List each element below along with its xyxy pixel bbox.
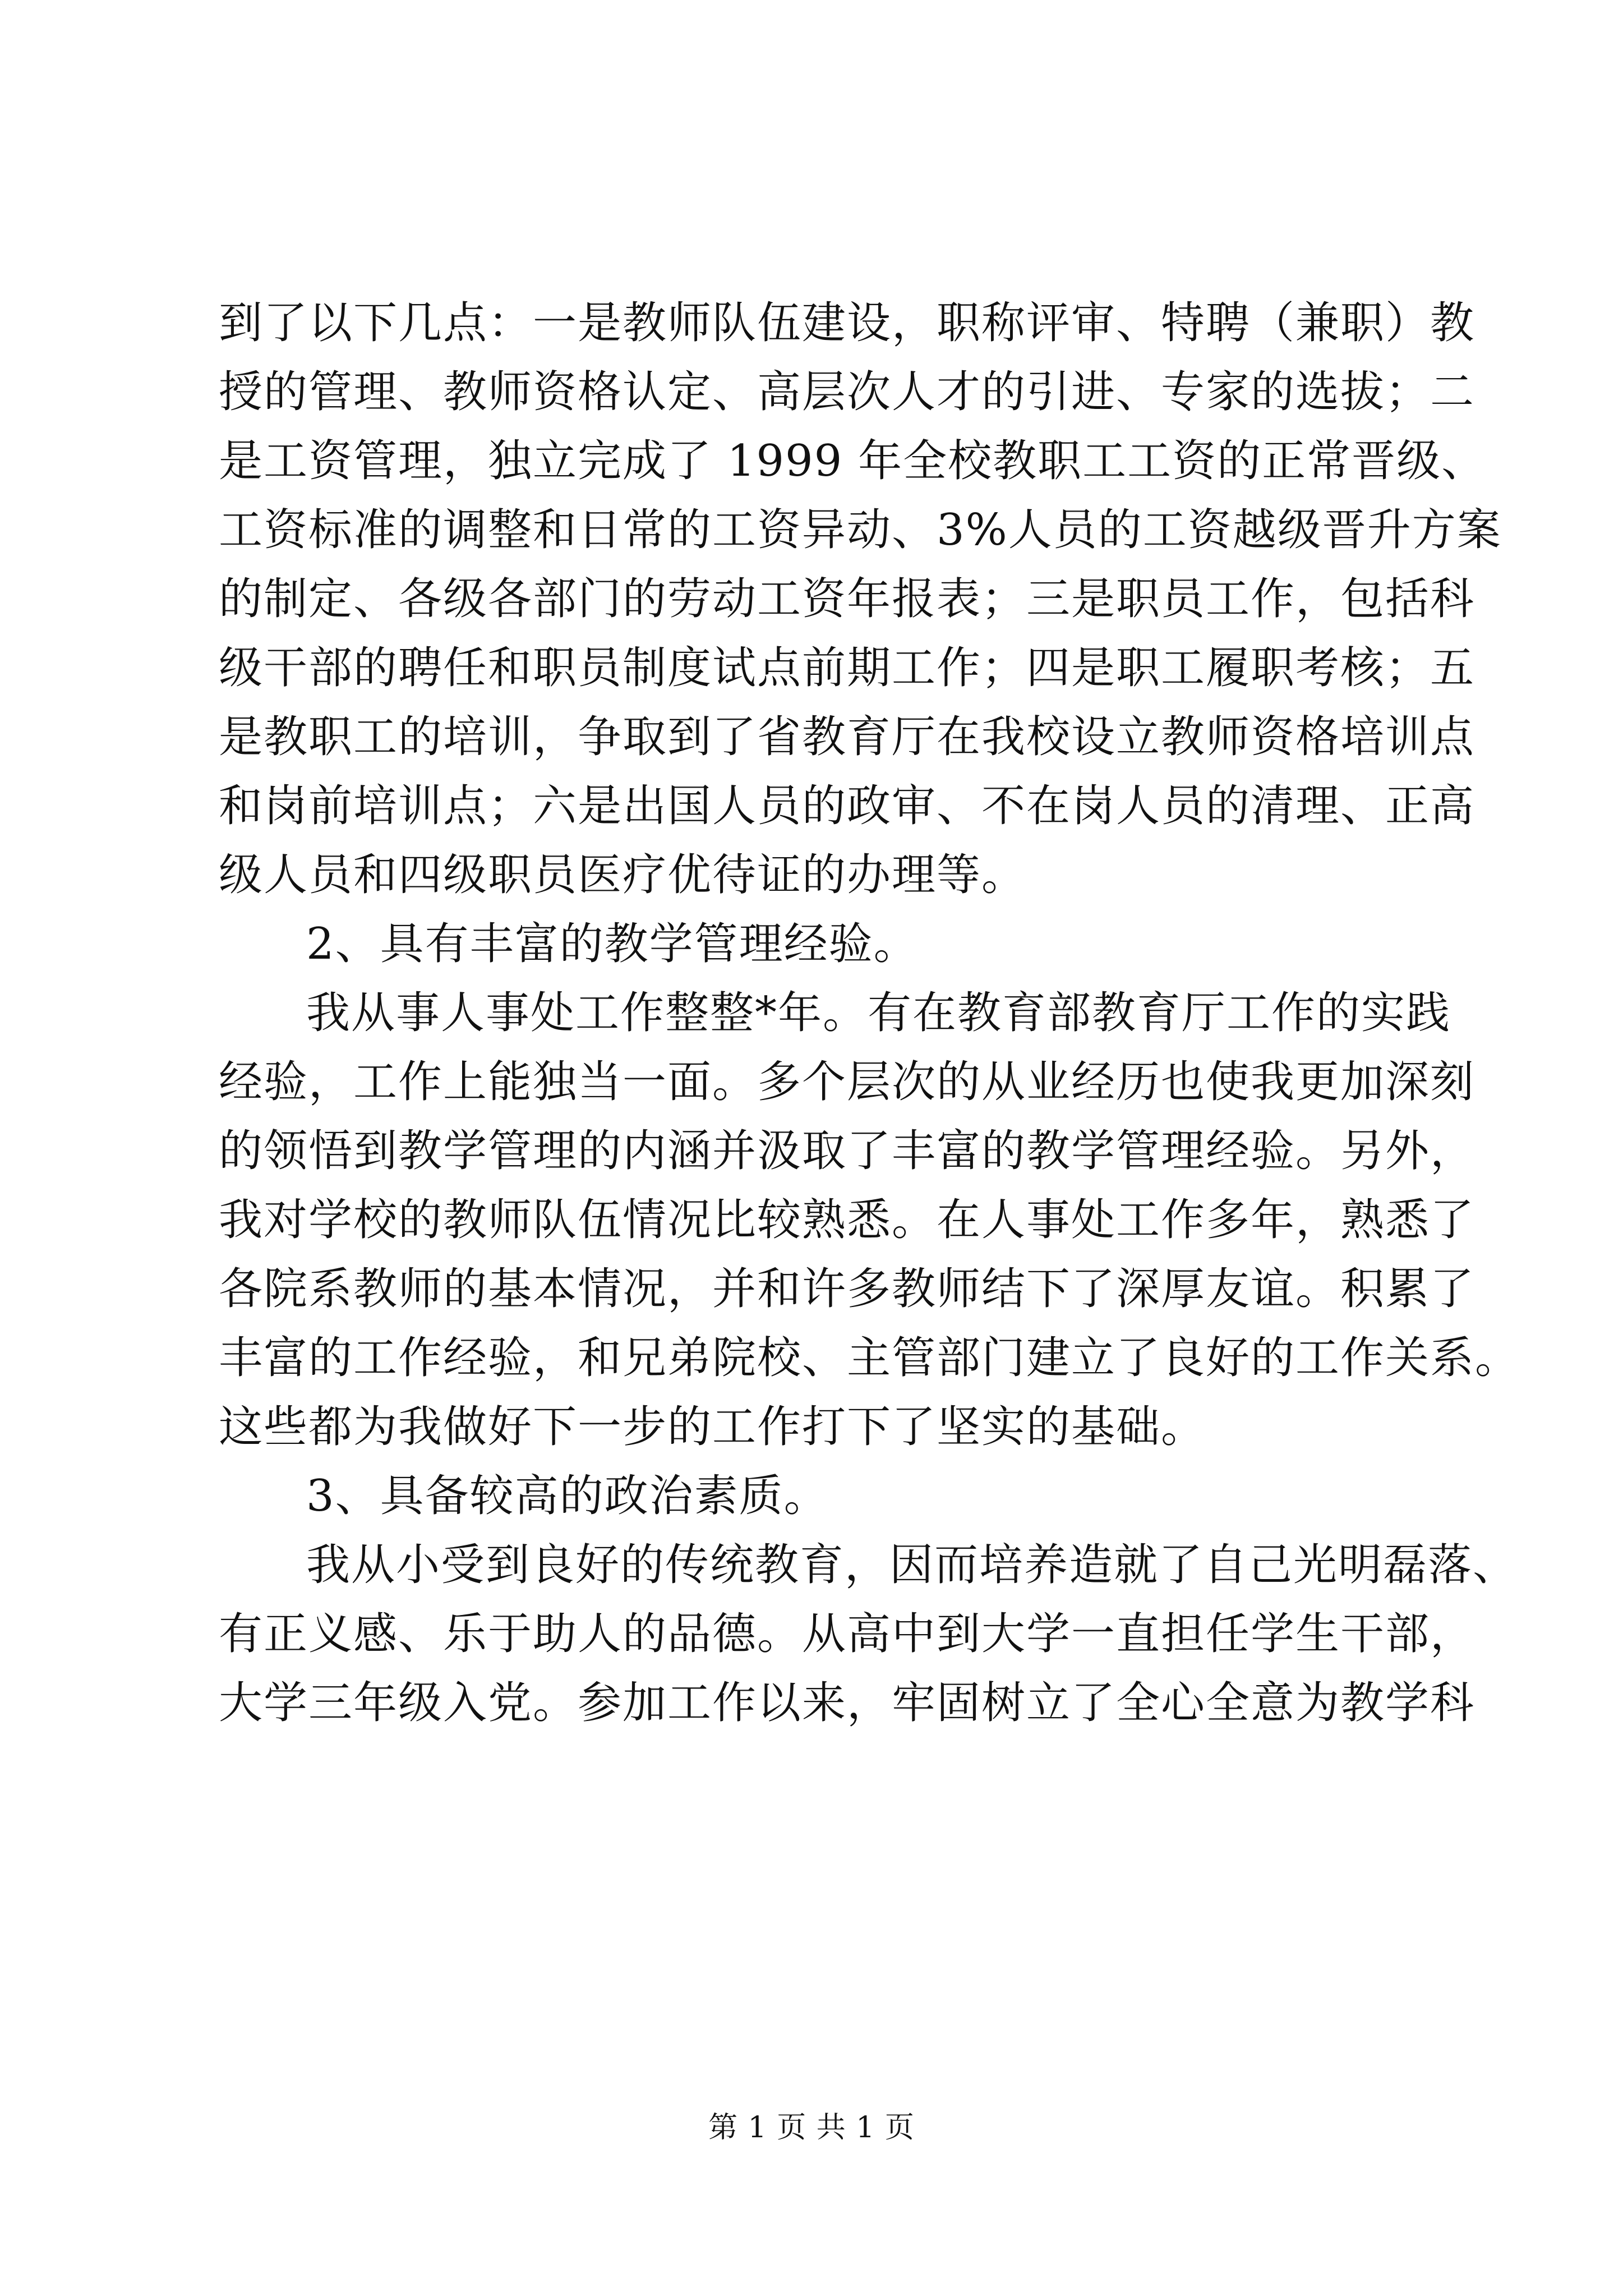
paragraph-line: 大学三年级入党。参加工作以来，牢固树立了全心全意为教学科 xyxy=(219,1678,1476,1728)
paragraph-line: 授的管理、教师资格认定、高层次人才的引进、专家的选拔；二 xyxy=(219,367,1476,417)
paragraph-line: 工资标准的调整和日常的工资异动、3%人员的工资越级晋升方案 xyxy=(219,505,1502,555)
paragraph-line: 级干部的聘任和职员制度试点前期工作；四是职工履职考核；五 xyxy=(219,643,1476,693)
paragraph-line: 和岗前培训点；六是出国人员的政审、不在岗人员的清理、正高 xyxy=(219,781,1476,831)
document-body xyxy=(219,289,1520,1738)
paragraph-line: 级人员和四级职员医疗优待证的办理等。 xyxy=(219,850,1027,900)
paragraph-line: 的领悟到教学管理的内涵并汲取了丰富的教学管理经验。另外， xyxy=(219,1126,1476,1176)
paragraph-line: 我对学校的教师队伍情况比较熟悉。在人事处工作多年，熟悉了 xyxy=(219,1195,1476,1245)
paragraph-line: 各院系教师的基本情况，并和许多教师结下了深厚友谊。积累了 xyxy=(219,1264,1476,1314)
paragraph-line: 这些都为我做好下一步的工作打下了坚实的基础。 xyxy=(219,1402,1206,1452)
paragraph-line: 经验，工作上能独当一面。多个层次的从业经历也使我更加深刻 xyxy=(219,1057,1476,1107)
paragraph-line: 的制定、各级各部门的劳动工资年报表；三是职员工作，包括科 xyxy=(219,574,1476,624)
paragraph-line: 到了以下几点：一是教师队伍建设，职称评审、特聘（兼职）教 xyxy=(219,298,1476,348)
paragraph-line: 我从事人事处工作整整*年。有在教育部教育厅工作的实践 xyxy=(306,988,1451,1038)
paragraph-line: 有正义感、乐于助人的品德。从高中到大学一直担任学生干部， xyxy=(219,1609,1476,1659)
paragraph-line: 丰富的工作经验，和兄弟院校、主管部门建立了良好的工作关系。 xyxy=(219,1333,1520,1383)
paragraph-line: 是工资管理，独立完成了 1999 年全校教职工工资的正常晋级、 xyxy=(219,436,1487,486)
paragraph-line: 是教职工的培训，争取到了省教育厅在我校设立教师资格培训点 xyxy=(219,712,1476,762)
section-heading: 3、具备较高的政治素质。 xyxy=(306,1471,829,1521)
paragraph-line: 我从小受到良好的传统教育，因而培养造就了自己光明磊落、 xyxy=(306,1540,1518,1590)
page-footer: 第 1 页 共 1 页 xyxy=(708,2111,915,2145)
section-heading: 2、具有丰富的教学管理经验。 xyxy=(306,919,919,969)
